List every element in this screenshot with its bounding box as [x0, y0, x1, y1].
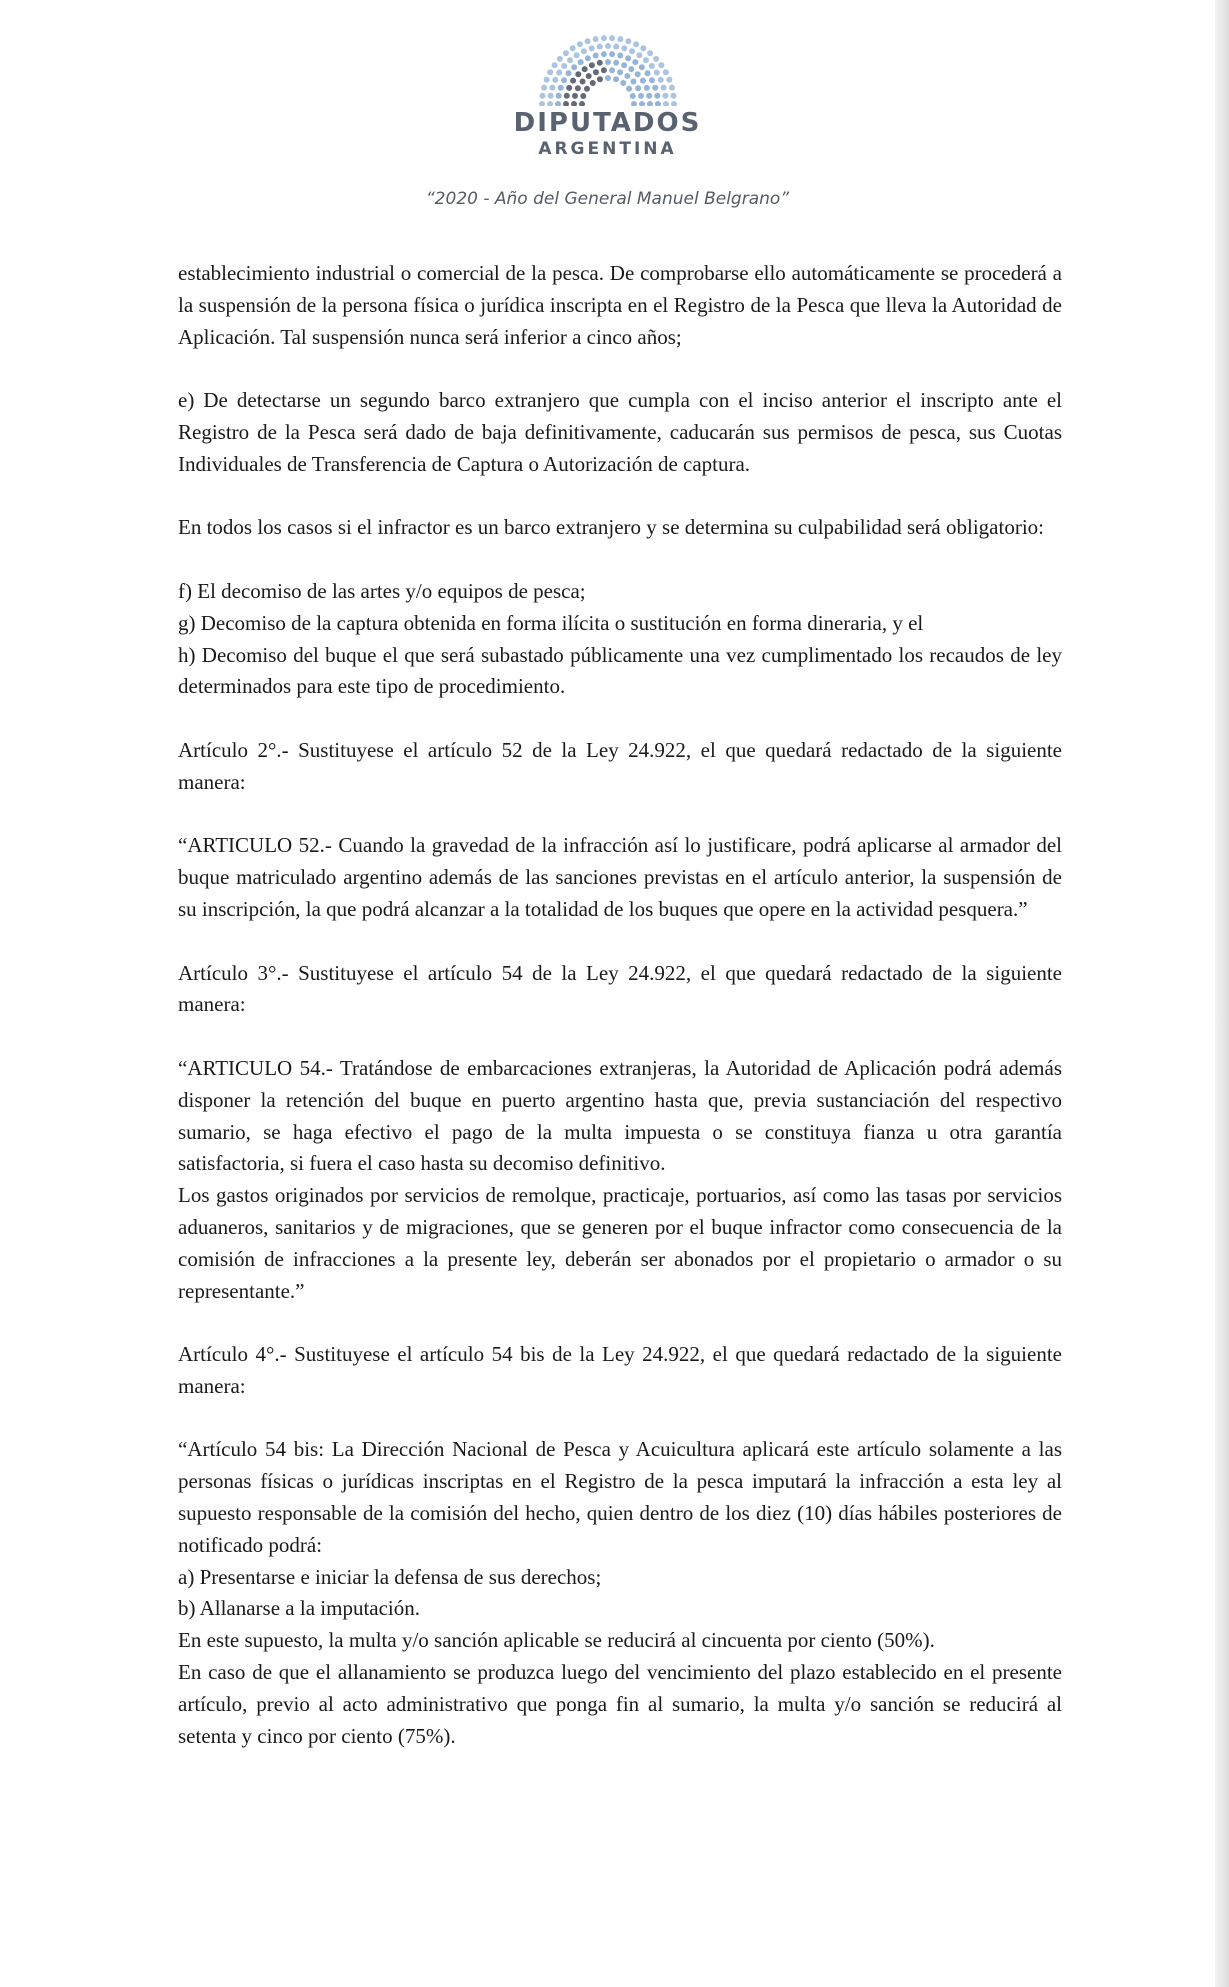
paragraph: Artículo 2°.- Sustituyese el artículo 52 de la Ley 24.922, el que quedará redactado de la siguiente manera: [178, 737, 1062, 794]
document-body [178, 258, 1062, 1752]
list-item: h) Decomiso del buque el que será subastado públicamente una vez cumplimentado los recaudos de ley determinados para este tipo de procedimiento. [178, 642, 1062, 699]
logo-seat-dot [654, 93, 660, 99]
list-item: g) Decomiso de la captura obtenida en forma ilícita o sustitución en forma dineraria, y el [178, 610, 924, 635]
logo-seat-dot [561, 77, 567, 83]
logo-seat-dot [551, 62, 557, 68]
logo-seat-dot [605, 59, 611, 65]
logo-seat-dot [653, 56, 659, 62]
list-item: a) Presentarse e iniciar la defensa de sus derechos; [178, 1564, 602, 1589]
motto: “2020 - Año del General Manuel Belgrano” [425, 189, 790, 209]
logo-seat-dot [556, 56, 562, 62]
logo-seat-dot [600, 35, 606, 41]
logo-seat-dot [557, 85, 563, 91]
paragraph: Artículo 3°.- Sustituyese el artículo 54 de la Ley 24.922, el que quedará redactado de la siguiente manera: [178, 960, 1062, 1017]
chamber-seats-logo-icon [518, 34, 698, 106]
logo-seat-dot [575, 71, 581, 77]
logo-seat-dot [569, 45, 575, 51]
paragraph: Los gastos originados por servicios de remolque, practicaje, portuarios, así como las tasas por servicios aduaneros, sanitarios y de migraciones, que se generen por el buque infractor como consecuencia de la comisión de infracciones a la presente ley, deberán ser abonados por el propietario o armador o su representante.” [178, 1183, 1062, 1303]
logo-seat-dot [633, 41, 639, 47]
logo-seat-dot [539, 101, 545, 106]
paragraph: Artículo 4°.- Sustituyese el artículo 54 bis de la Ley 24.922, el que quedará redactado de la siguiente manera: [178, 1342, 1062, 1398]
logo-seat-dot [580, 93, 586, 99]
logo-name: DIPUTADOS [513, 108, 702, 138]
logo-seat-dot [621, 62, 627, 68]
logo-seat-dot [609, 35, 615, 41]
logo-seat-dot [620, 80, 626, 86]
logo-seat-dot [596, 76, 602, 82]
logo-seat-dot [609, 51, 615, 57]
logo-seat-dot [668, 85, 674, 91]
logo-seat-dot [563, 93, 569, 99]
logo-seat-dot [592, 36, 598, 42]
logo-seat-dot [600, 67, 606, 73]
logo-seat-dot [556, 70, 562, 76]
logo-seat-dot [639, 101, 645, 106]
logo-seat-dot [567, 57, 573, 63]
logo-seat-dot [635, 85, 641, 91]
logo-seat-dot [571, 101, 577, 106]
letterhead [0, 34, 1215, 210]
logo-seat-dot [662, 93, 668, 99]
list-item: b) Allanarse a la imputación. [178, 1596, 421, 1621]
logo-seat-dot [543, 77, 549, 83]
logo-seat-dot [584, 55, 590, 61]
logo-seat-dot [670, 93, 676, 99]
logo-seat-dot [629, 93, 635, 99]
logo-seat-dot [642, 57, 648, 63]
logo-seat-dot [625, 55, 631, 61]
logo-seat-dot [638, 64, 644, 70]
logo-seat-dot [600, 51, 606, 57]
paragraph: establecimiento industrial o comercial de la pesca. De comprobarse ello automáticamente se procederá a la suspensión de la persona física o jurídica inscripta en el Registro de la Pesca que lleva la Autoridad de Aplicación. Tal suspensión nunca será inferior a cinco años; [178, 261, 1062, 349]
logo-seat-dot [644, 70, 650, 76]
logo-seat-dot [588, 45, 594, 51]
logo-seat-dot [585, 73, 591, 79]
logo-seat-dot [625, 38, 631, 44]
logo-seat-dot [547, 69, 553, 75]
logo-seat-dot [634, 71, 640, 77]
logo-seat-dot [621, 45, 627, 51]
logo-seat-dot [547, 101, 553, 106]
logo-seat-dot [643, 85, 649, 91]
logo-seat-dot [592, 53, 598, 59]
logo-seat-dot [584, 38, 590, 44]
logo-seat-dot [663, 101, 669, 106]
logo-seat-dot [573, 52, 579, 58]
logo-seat-dot [648, 63, 654, 69]
logo-seat-dot [566, 85, 572, 91]
logo-seat-dot [583, 86, 589, 92]
logo-seat-dot [605, 43, 611, 49]
logo-seat-dot [617, 53, 623, 59]
logo-seat-dot [596, 60, 602, 66]
paragraph: “Artículo 54 bis: La Dirección Nacional de Pesca y Acuicultura aplicará este artículo solamente a las personas físicas o jurídicas inscriptas en el Registro de la pesca imputará la infracción a esta ley al supuesto responsable de la comisión del hecho, quien dentro de los diez (10) días hábiles posteriores de notificado podrá: [178, 1437, 1062, 1557]
paragraph: “ARTICULO 52.- Cuando la gravedad de la infracción así lo justificare, podrá aplicarse al armador del buque matriculado argentino además de las sanciones previstas en el artículo anterior, la suspensión de su inscripción, la que podrá alcanzar a la totalidad de los buques que opere en la actividad pesquera.” [178, 833, 1062, 921]
logo-seat-dot [579, 101, 585, 106]
logo-seat-dot [653, 70, 659, 76]
logo-seat-dot [565, 70, 571, 76]
paragraph: En todos los casos si el infractor es un barco extranjero y se determina su culpabilidad será obligatorio: [178, 515, 1044, 540]
logo-seat-dot [571, 64, 577, 70]
logo-seat-dot [660, 85, 666, 91]
logo-seat-dot [628, 66, 634, 72]
logo-seat-dot [576, 41, 582, 47]
paragraph: “ARTICULO 54.- Tratándose de embarcaciones extranjeras, la Autoridad de Aplicación podrá además disponer la retención del buque en puerto argentino hasta que, previa sustanciación del respectivo sumario, se haga efectivo el pago de la multa impuesta o se constituya fianza u otra garantía satisfactoria, si fuera el caso hasta su decomiso definitivo. [178, 1055, 1062, 1176]
logo-seat-dot [549, 85, 555, 91]
logo-seat-dot [539, 93, 545, 99]
logo-seat-dot [577, 59, 583, 65]
logo-seat-dot [632, 59, 638, 65]
logo-seat-dot [561, 63, 567, 69]
list-item: f) El decomiso de las artes y/o equipos de pesca; [178, 578, 586, 603]
logo-seat-dot [640, 45, 646, 51]
logo-seat-dot [638, 93, 644, 99]
logo-seat-dot [630, 78, 636, 84]
logo-seat-dot [555, 101, 561, 106]
paragraph: En este supuesto, la multa y/o sanción aplicable se reducirá al cincuenta por ciento (50%). [178, 1628, 935, 1653]
logo-seat-dot [547, 93, 553, 99]
logo-seat-dot [626, 86, 632, 92]
logo-seat-dot [555, 93, 561, 99]
logo-seat-dot [666, 77, 672, 83]
logo-seat-dot [613, 76, 619, 82]
logo-seat-dot [541, 85, 547, 91]
logo-seat-dot [671, 101, 677, 106]
logo-seat-dot [580, 48, 586, 54]
logo-seat-dot [624, 73, 630, 79]
logo-seat-dot [639, 78, 645, 84]
logo-seat-dot [662, 69, 668, 75]
logo-seat-dot [574, 85, 580, 91]
logo-seat-dot [592, 69, 598, 75]
logo-seat-dot [609, 67, 615, 73]
paragraph: En caso de que el allanamiento se produzca luego del vencimiento del plazo establecido en el presente artículo, previo al acto administrativo que ponga fin al sumario, la multa y/o sanción se reducirá al setenta y cinco por ciento (75%). [178, 1660, 1062, 1748]
logo-seat-dot [657, 77, 663, 83]
logo-seat-dot [563, 101, 569, 106]
logo-seat-dot [571, 93, 577, 99]
logo-seat-dot [570, 78, 576, 84]
logo-seat-dot [629, 48, 635, 54]
logo-seat-dot [552, 77, 558, 83]
logo-seat-dot [562, 50, 568, 56]
logo-seat-dot [652, 85, 658, 91]
logo-country: ARGENTINA [538, 139, 677, 159]
logo-seat-dot [631, 101, 637, 106]
logo-seat-dot [613, 44, 619, 50]
logo-seat-dot [596, 44, 602, 50]
logo-seat-dot [646, 93, 652, 99]
logo-seat-dot [581, 66, 587, 72]
logo-seat-dot [579, 78, 585, 84]
logo-seat-dot [617, 69, 623, 75]
logo-seat-dot [605, 75, 611, 81]
page-edge-shadow [1215, 0, 1229, 1987]
logo-seat-dot [655, 101, 661, 106]
logo-seat-dot [617, 36, 623, 42]
logo-seat-dot [636, 52, 642, 58]
logo-seat-dot [647, 50, 653, 56]
logo-seat-dot [658, 62, 664, 68]
logo-seat-dot [647, 101, 653, 106]
logo-seat-dot [648, 77, 654, 83]
logo-seat-dot [589, 80, 595, 86]
logo-seat-dot [588, 62, 594, 68]
logo-seat-dot [613, 60, 619, 66]
paragraph: e) De detectarse un segundo barco extranjero que cumpla con el inciso anterior el inscripto ante el Registro de la Pesca será dado de baja definitivamente, caducarán sus permisos de pesca, sus Cuotas Individuales de Transferencia de Captura o Autorización de captura. [178, 388, 1062, 476]
